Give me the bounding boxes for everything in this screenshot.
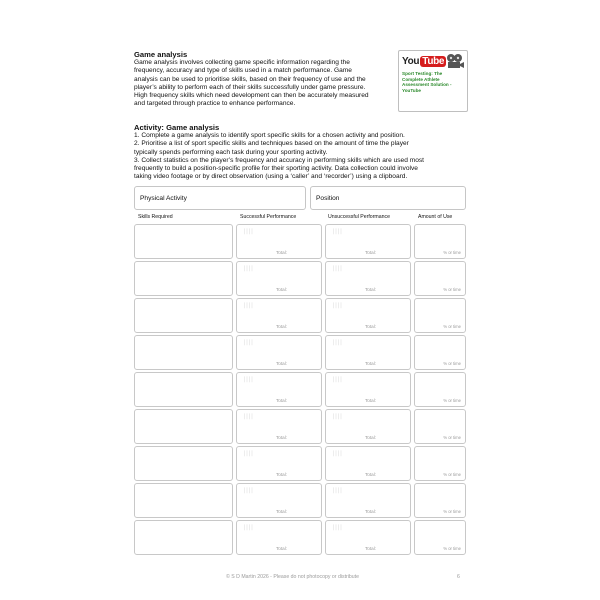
- youtube-logo: [402, 54, 446, 68]
- skill-required-cell[interactable]: [134, 298, 233, 333]
- position-field[interactable]: Position: [310, 186, 466, 210]
- skill-row: [134, 409, 466, 446]
- tally-marks: ∣∣∣∣: [332, 376, 342, 383]
- successful-performance-cell[interactable]: [236, 224, 322, 259]
- activity-position-fields: [134, 186, 466, 214]
- amount-of-use-cell[interactable]: [414, 446, 466, 481]
- instruction-line: 2. Prioritise a list of sport specific skills and techniques based on the amount of time the player: [134, 140, 409, 148]
- skill-row: [134, 224, 466, 261]
- tally-marks: ∣∣∣∣: [243, 339, 253, 346]
- percent-time-label: % or time: [443, 360, 461, 366]
- successful-performance-cell[interactable]: [236, 261, 322, 296]
- tally-marks: ∣∣∣∣: [243, 524, 253, 531]
- percent-time-label: % or time: [443, 508, 461, 514]
- percent-time-label: % or time: [443, 397, 461, 403]
- total-label: Total:: [276, 323, 287, 329]
- tally-marks: ∣∣∣∣: [332, 487, 342, 494]
- total-label: Total:: [276, 249, 287, 255]
- total-label: Total:: [365, 249, 376, 255]
- total-label: Total:: [276, 360, 287, 366]
- unsuccessful-performance-cell[interactable]: [325, 409, 411, 444]
- skill-row: [134, 335, 466, 372]
- section-title: Game analysis: [134, 50, 188, 59]
- successful-performance-cell[interactable]: [236, 520, 322, 555]
- percent-time-label: % or time: [443, 434, 461, 440]
- page-number: 6: [457, 574, 460, 580]
- skill-required-cell[interactable]: [134, 409, 233, 444]
- unsuccessful-performance-cell[interactable]: [325, 520, 411, 555]
- youtube-logo-you: You: [402, 55, 420, 67]
- percent-time-label: % or time: [443, 471, 461, 477]
- header-unsuccessful: Unsuccessful Performance: [328, 213, 390, 220]
- instruction-line: typically spends performing each task during your sporting activity.: [134, 148, 328, 156]
- total-label: Total:: [276, 434, 287, 440]
- intro-line: analysis can be used to prioritise skills, based on their frequency of use and the: [134, 75, 366, 83]
- tally-marks: ∣∣∣∣: [243, 376, 253, 383]
- total-label: Total:: [365, 508, 376, 514]
- tally-marks: ∣∣∣∣: [243, 487, 253, 494]
- unsuccessful-performance-cell[interactable]: [325, 446, 411, 481]
- instruction-line: frequently to build a position-specific profile for their sporting activity. Data collection could involve: [134, 165, 418, 173]
- total-label: Total:: [365, 323, 376, 329]
- skill-row: [134, 298, 466, 335]
- total-label: Total:: [365, 286, 376, 292]
- tally-marks: ∣∣∣∣: [332, 228, 342, 235]
- skill-row: [134, 483, 466, 520]
- unsuccessful-performance-cell[interactable]: [325, 335, 411, 370]
- unsuccessful-performance-cell[interactable]: [325, 261, 411, 296]
- skill-required-cell[interactable]: [134, 224, 233, 259]
- successful-performance-cell[interactable]: [236, 335, 322, 370]
- skill-row: [134, 520, 466, 557]
- skill-required-cell[interactable]: [134, 335, 233, 370]
- percent-time-label: % or time: [443, 323, 461, 329]
- total-label: Total:: [276, 397, 287, 403]
- successful-performance-cell[interactable]: [236, 298, 322, 333]
- intro-line: and targeted through practice to enhance performance.: [134, 100, 296, 108]
- activity-instructions: [134, 132, 466, 182]
- percent-time-label: % or time: [443, 249, 461, 255]
- unsuccessful-performance-cell[interactable]: [325, 483, 411, 518]
- youtube-video-link[interactable]: [398, 50, 468, 112]
- total-label: Total:: [365, 545, 376, 551]
- tally-marks: ∣∣∣∣: [243, 302, 253, 309]
- skill-row: [134, 446, 466, 483]
- skill-required-cell[interactable]: [134, 372, 233, 407]
- tally-marks: ∣∣∣∣: [332, 524, 342, 531]
- physical-activity-field[interactable]: Physical Activity: [134, 186, 306, 210]
- instruction-line: taking video footage or by direct observation (using a ‘caller’ and ‘recorder’) using a clipboard.: [134, 173, 408, 181]
- header-skills-required: Skills Required: [138, 213, 173, 220]
- youtube-logo-tube: Tube: [422, 55, 445, 67]
- amount-of-use-cell[interactable]: [414, 261, 466, 296]
- youtube-caption: Sport Testing: The Complete Athlete Assessment Solution - YouTube: [402, 71, 452, 93]
- tally-marks: ∣∣∣∣: [332, 450, 342, 457]
- amount-of-use-cell[interactable]: [414, 372, 466, 407]
- tally-marks: ∣∣∣∣: [243, 450, 253, 457]
- unsuccessful-performance-cell[interactable]: [325, 298, 411, 333]
- amount-of-use-cell[interactable]: [414, 224, 466, 259]
- successful-performance-cell[interactable]: [236, 446, 322, 481]
- total-label: Total:: [365, 360, 376, 366]
- activity-title: Activity: Game analysis: [134, 123, 220, 132]
- intro-line: High frequency skills which need development can then be accurately measured: [134, 92, 369, 100]
- skill-required-cell[interactable]: [134, 446, 233, 481]
- successful-performance-cell[interactable]: [236, 372, 322, 407]
- skill-required-cell[interactable]: [134, 261, 233, 296]
- percent-time-label: % or time: [443, 545, 461, 551]
- film-reel-icon: [446, 53, 464, 69]
- successful-performance-cell[interactable]: [236, 409, 322, 444]
- total-label: Total:: [276, 508, 287, 514]
- intro-line: player’s ability to perform each of their skills successfully under game pressure.: [134, 83, 366, 91]
- amount-of-use-cell[interactable]: [414, 409, 466, 444]
- skill-row: [134, 261, 466, 298]
- header-amount-of-use: Amount of Use: [418, 213, 453, 220]
- total-label: Total:: [365, 397, 376, 403]
- amount-of-use-cell[interactable]: [414, 335, 466, 370]
- header-successful: Successful Performance: [240, 213, 297, 220]
- percent-time-label: % or time: [443, 286, 461, 292]
- skill-row: [134, 372, 466, 409]
- successful-performance-cell[interactable]: [236, 483, 322, 518]
- worksheet-page: [134, 50, 466, 557]
- skill-required-cell[interactable]: [134, 483, 233, 518]
- tally-marks: ∣∣∣∣: [243, 228, 253, 235]
- amount-of-use-cell[interactable]: [414, 483, 466, 518]
- tally-marks: ∣∣∣∣: [332, 265, 342, 272]
- amount-of-use-cell[interactable]: [414, 520, 466, 555]
- total-label: Total:: [276, 471, 287, 477]
- intro-paragraph: [134, 59, 392, 109]
- tally-marks: ∣∣∣∣: [243, 265, 253, 272]
- intro-line: Game analysis involves collecting game specific information regarding the: [134, 59, 350, 66]
- unsuccessful-performance-cell[interactable]: [325, 224, 411, 259]
- skills-grid: [134, 224, 466, 557]
- column-headers: [134, 214, 466, 224]
- instruction-line: 3. Collect statistics on the player’s frequency and accuracy in performing skills which are used most: [134, 156, 425, 164]
- copyright-notice: © S D Martin 2026 - Please do not photocopy or distribute: [226, 574, 360, 580]
- skill-required-cell[interactable]: [134, 520, 233, 555]
- total-label: Total:: [276, 286, 287, 292]
- game-analysis-section: [134, 50, 466, 122]
- intro-line: frequency, accuracy and type of skills used in a match performance. Game: [134, 67, 352, 75]
- tally-marks: ∣∣∣∣: [332, 413, 342, 420]
- total-label: Total:: [365, 434, 376, 440]
- unsuccessful-performance-cell[interactable]: [325, 372, 411, 407]
- total-label: Total:: [276, 545, 287, 551]
- tally-marks: ∣∣∣∣: [332, 339, 342, 346]
- amount-of-use-cell[interactable]: [414, 298, 466, 333]
- instruction-line: 1. Complete a game analysis to identify sport specific skills for a chosen activity and position.: [134, 132, 405, 139]
- total-label: Total:: [365, 471, 376, 477]
- tally-marks: ∣∣∣∣: [243, 413, 253, 420]
- tally-marks: ∣∣∣∣: [332, 302, 342, 309]
